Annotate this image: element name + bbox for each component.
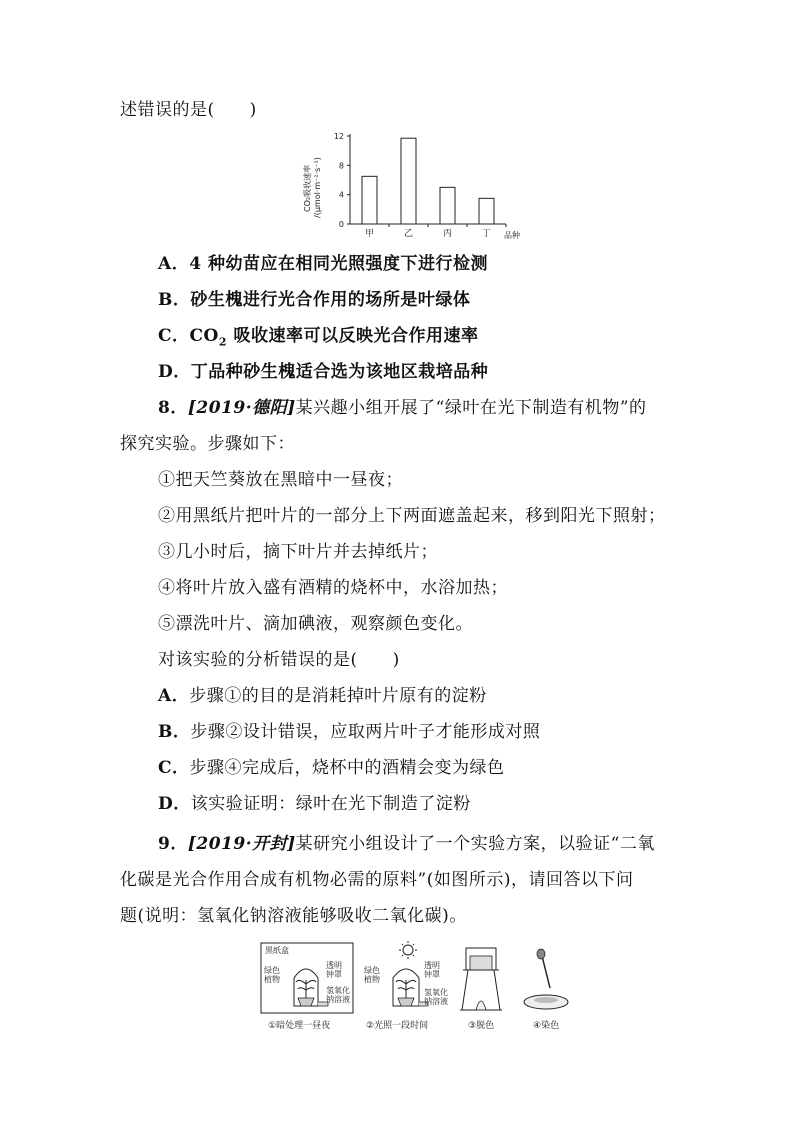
option-label: B． (158, 290, 191, 310)
option-text: 丁品种砂生槐适合选为该地区栽培品种 (190, 362, 489, 382)
naoh-label-1: 氢氧化 (326, 986, 350, 995)
naoh-label-2: 钠溶液 (424, 997, 448, 1006)
q8-question: 对该实验的分析错误的是( ) (158, 650, 400, 670)
option-text: 砂生槐进行光合作用的场所是叶绿体 (190, 290, 471, 310)
q8-step-2: ②用黑纸片把叶片的一部分上下两面遮盖起来，移到阳光下照射； (158, 506, 666, 526)
question-number: 9． (158, 834, 188, 854)
question-source: [2019·开封] (187, 834, 296, 854)
cover-label-2: 钟罩 (326, 970, 342, 979)
option-label: A． (158, 254, 190, 274)
q7-option-d (158, 360, 488, 384)
q8-step-4: ④将叶片放入盛有酒精的烧杯中，水浴加热； (158, 578, 508, 598)
plant-icon (396, 980, 416, 998)
panel-staining (524, 949, 568, 1031)
cover-label-1: 透明 (424, 961, 440, 970)
question-source: [2019·德阳] (187, 398, 296, 418)
pot-icon (298, 998, 314, 1006)
dropper-bulb-icon (537, 949, 545, 959)
plant-icon (296, 980, 316, 998)
q7-option-a (158, 252, 488, 276)
option-label: A． (158, 686, 190, 706)
sun-icon (403, 945, 413, 955)
q7-stem-tail: 述错误的是( ) (120, 100, 257, 120)
question-number: 8． (158, 398, 188, 418)
option-label: D． (158, 794, 191, 814)
caption-4: ④染色 (533, 1021, 560, 1031)
q7-option-b (158, 288, 470, 312)
bar-chart (296, 126, 536, 244)
option-text: 步骤④完成后，烧杯中的酒精会变为绿色 (189, 758, 505, 778)
y-axis-label-1: CO₂吸收速率 (303, 164, 312, 212)
y-tick-label: 4 (338, 190, 344, 200)
q8-option-c (158, 756, 505, 780)
box-label: 黑纸盒 (265, 946, 289, 955)
option-label: C． (158, 758, 190, 778)
plant-label-1: 绿色 (264, 966, 280, 975)
q7-option-c (158, 324, 478, 354)
q8-option-d (158, 792, 471, 816)
inner-beaker-icon (470, 956, 492, 970)
naoh-label-2: 钠溶液 (326, 995, 350, 1004)
y-axis-label-2: /(μmol·m⁻²·s⁻¹) (313, 157, 322, 218)
plant-label-2: 植物 (364, 975, 380, 984)
q8-option-a (158, 684, 487, 708)
q8-step-1: ①把天竺葵放在黑暗中一昼夜； (158, 470, 403, 490)
option-text: 步骤②设计错误，应取两片叶子才能形成对照 (190, 722, 541, 742)
naoh-label-1: 氢氧化 (424, 988, 448, 997)
caption-1: ①暗处理一昼夜 (268, 1021, 331, 1031)
chart-bars (362, 138, 494, 224)
dropper-icon (542, 956, 550, 988)
x-tick-label: 乙 (403, 229, 414, 239)
q9-stem-line-1 (158, 832, 655, 856)
cover-label-2: 钟罩 (424, 970, 440, 979)
sun-rays-icon (399, 941, 417, 959)
leaf-in-dish-icon (534, 997, 558, 1003)
option-text: 步骤①的目的是消耗掉叶片原有的淀粉 (189, 686, 487, 706)
burner-flame-icon (476, 1001, 486, 1010)
caption-2: ②光照一段时间 (366, 1021, 429, 1031)
stem-text: 某兴趣小组开展了“绿叶在光下制造有机物”的 (295, 398, 647, 418)
bar (362, 176, 377, 224)
x-tick-label: 丙 (442, 229, 453, 239)
option-label: B． (158, 722, 191, 742)
q8-stem-line-2: 探究实验。步骤如下： (120, 434, 295, 454)
bar (440, 187, 455, 224)
pot-icon (398, 998, 414, 1006)
q8-stem-line-1 (158, 396, 647, 420)
q9-stem-line-2: 化碳是光合作用合成有机物必需的原料”(如图所示)，请回答以下问 (120, 870, 634, 890)
panel-decolorize (460, 948, 502, 1031)
plant-label-1: 绿色 (364, 966, 380, 975)
cover-label-1: 透明 (326, 961, 342, 970)
bar (479, 198, 494, 224)
q8-step-3: ③几小时后，摘下叶片并去掉纸片； (158, 542, 438, 562)
q8-step-5: ⑤漂洗叶片、滴加碘液，观察颜色变化。 (158, 614, 473, 634)
x-tick-label: 丁 (481, 229, 492, 239)
caption-3: ③脱色 (468, 1021, 495, 1031)
bar-chart-svg (296, 126, 536, 244)
y-tick-label: 12 (333, 132, 344, 141)
option-text: 4 种幼苗应在相同光照强度下进行检测 (189, 254, 488, 274)
option-text: 该实验证明：绿叶在光下制造了淀粉 (190, 794, 471, 814)
bar (401, 138, 416, 224)
experiment-figure (256, 940, 576, 1032)
stem-text: 某研究小组设计了一个实验方案，以验证“二氧 (295, 834, 655, 854)
q8-option-b (158, 720, 540, 744)
panel-light (364, 941, 448, 1031)
y-tick-label: 0 (338, 220, 344, 229)
option-label: D． (158, 362, 191, 382)
option-text-rest: 吸收速率可以反映光合作用速率 (227, 326, 479, 346)
q9-stem-line-3: 题(说明：氢氧化钠溶液能够吸收二氧化碳)。 (120, 906, 467, 926)
experiment-figure-svg (256, 940, 576, 1032)
x-tick-label: 甲 (364, 229, 375, 239)
plant-label-2: 植物 (264, 975, 280, 984)
option-label: C． (158, 326, 190, 346)
option-text-co: CO (189, 326, 219, 346)
option-text-sub: 2 (218, 335, 228, 349)
x-axis-label: 品种 (504, 231, 520, 240)
y-tick-label: 8 (338, 161, 344, 171)
panel-dark-treatment (261, 943, 353, 1031)
